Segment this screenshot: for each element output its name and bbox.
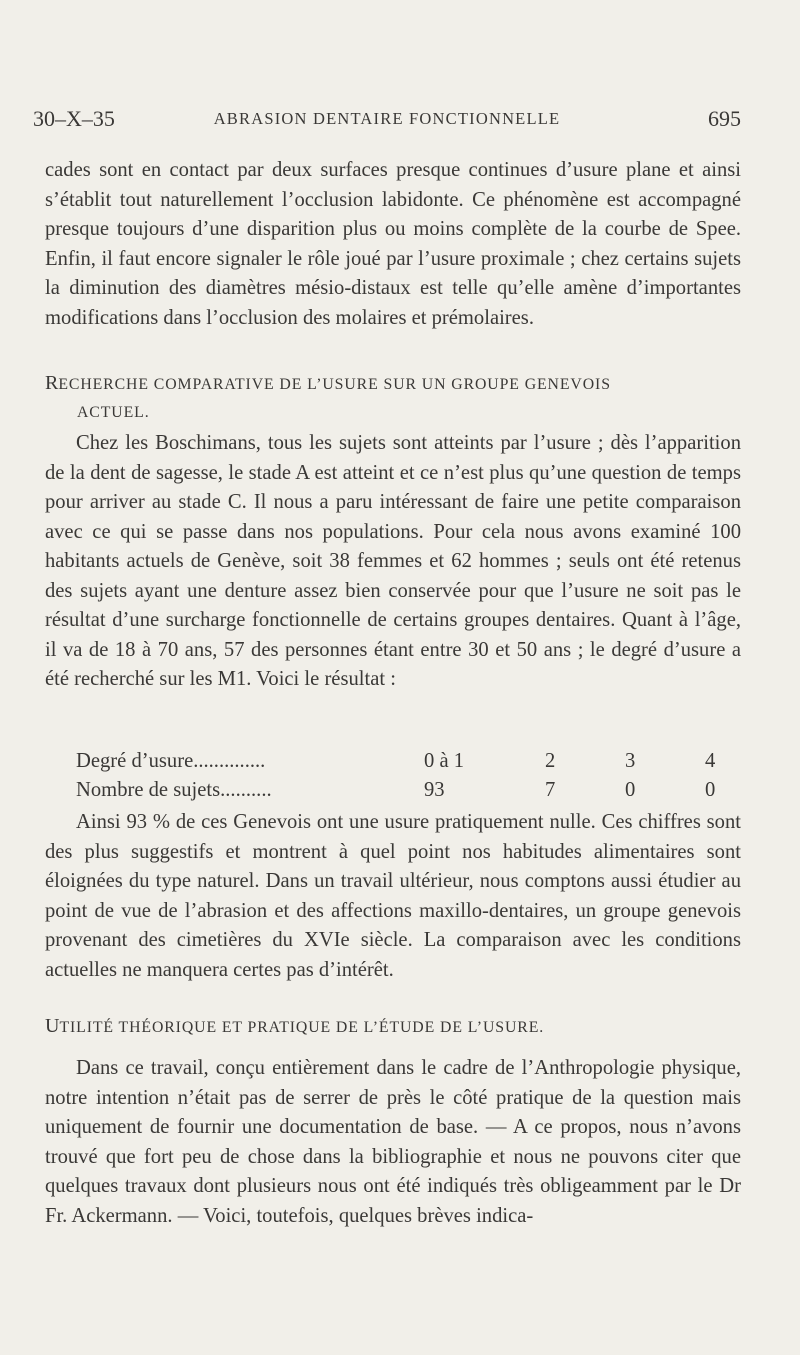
paragraph-4-text: Dans ce travail, conçu entièrement dans le cadre de l’Anthropologie physique, notre intention n’était pas de serrer de près le côté pratique de la question mais uniquement de fournir une documentation de base. — A ce propos, nous n’avons trouvé que fort peu de chose dans la bibliographie et nous ne pouvons citer que quelques travaux dont plusieurs nous ont été indiqués très obligeamment par le Dr Fr. Ackermann. — Voici, toutefois, quelques brèves indica- [45,1057,741,1227]
paragraph-4 [45,1054,741,1231]
table-cell: 0 [705,779,716,801]
paragraph-2-text: Chez les Boschimans, tous les sujets sont atteints par l’usure ; dès l’apparition de la dent de sagesse, le stade A est atteint et ce n’est plus qu’une question de temps pour arriver au stade C. Il nous a paru intéressant de faire une petite comparaison avec ce qui se passe dans nos populations. Pour cela nous avons examiné 100 habitants actuels de Genève, soit 38 femmes et 62 hommes ; seuls ont été retenus des sujets ayant une denture assez bien conservée pour que l’usure ne soit pas le résultat d’une surcharge fonctionnelle de certains groupes dentaires. Quant à l’âge, il va de 18 à 70 ans, 57 des personnes étant entre 30 et 50 ans ; le degré d’usure a été recherché sur les M1. Voici le résultat : [45,432,741,690]
header-title: ABRASION DENTAIRE FONCTIONNELLE [213,109,561,128]
table-cell: 0 à 1 [424,750,465,772]
heading-1-line1: ECHERCHE COMPARATIVE DE L’USURE SUR UN GROUPE GENEVOIS [58,376,611,393]
section-heading-utilite [45,1015,741,1038]
row-label: Nombre de sujets.......... [76,779,272,801]
table-cell: 3 [625,750,636,772]
table-cell: 0 [625,779,636,801]
table-row [76,779,741,808]
table-cell: 7 [545,779,556,801]
usure-table [76,750,741,808]
running-header [33,106,741,136]
paragraph-3 [45,808,741,985]
page-number: 695 [708,106,741,131]
heading-2-text: TILITÉ THÉORIQUE ET PRATIQUE DE L’ÉTUDE DE L’USURE. [59,1019,545,1036]
heading-1-initial: R [45,372,59,394]
heading-1-line2: ACTUEL. [77,404,150,421]
paragraph-2 [45,429,741,695]
table-cell: 2 [545,750,556,772]
table-cell: 4 [705,750,716,772]
table-cell: 93 [424,779,445,801]
section-heading-recherche [45,369,741,427]
row-label: Degré d’usure.............. [76,750,266,772]
paragraph-1 [45,156,741,333]
paragraph-3-text: Ainsi 93 % de ces Genevois ont une usure pratiquement nulle. Ces chiffres sont des plus suggestifs et montrent à quel point nos habitudes alimentaires sont éloignées du type naturel. Dans un travail ultérieur, nous comptons aussi étudier au point de vue de l’abrasion et des affections maxillo-dentaires, un groupe genevois provenant des cimetières du XVIe siècle. La comparaison avec les conditions actuelles ne manquera certes pas d’intérêt. [45,811,741,981]
header-date: 30–X–35 [33,106,115,131]
heading-2-initial: U [45,1015,60,1037]
table-row [76,750,741,779]
paragraph-1-text: cades sont en contact par deux surfaces presque continues d’usure plane et ainsi s’établit tout naturellement l’occlusion labidonte. Ce phénomène est accompagné presque toujours d’une disparition plus ou moins complète de la courbe de Spee. Enfin, il faut encore signaler le rôle joué par l’usure proximale ; chez certains sujets la diminution des diamètres mésio-distaux est telle qu’elle amène d’importantes modifications dans l’occlusion des molaires et prémolaires. [45,159,741,329]
